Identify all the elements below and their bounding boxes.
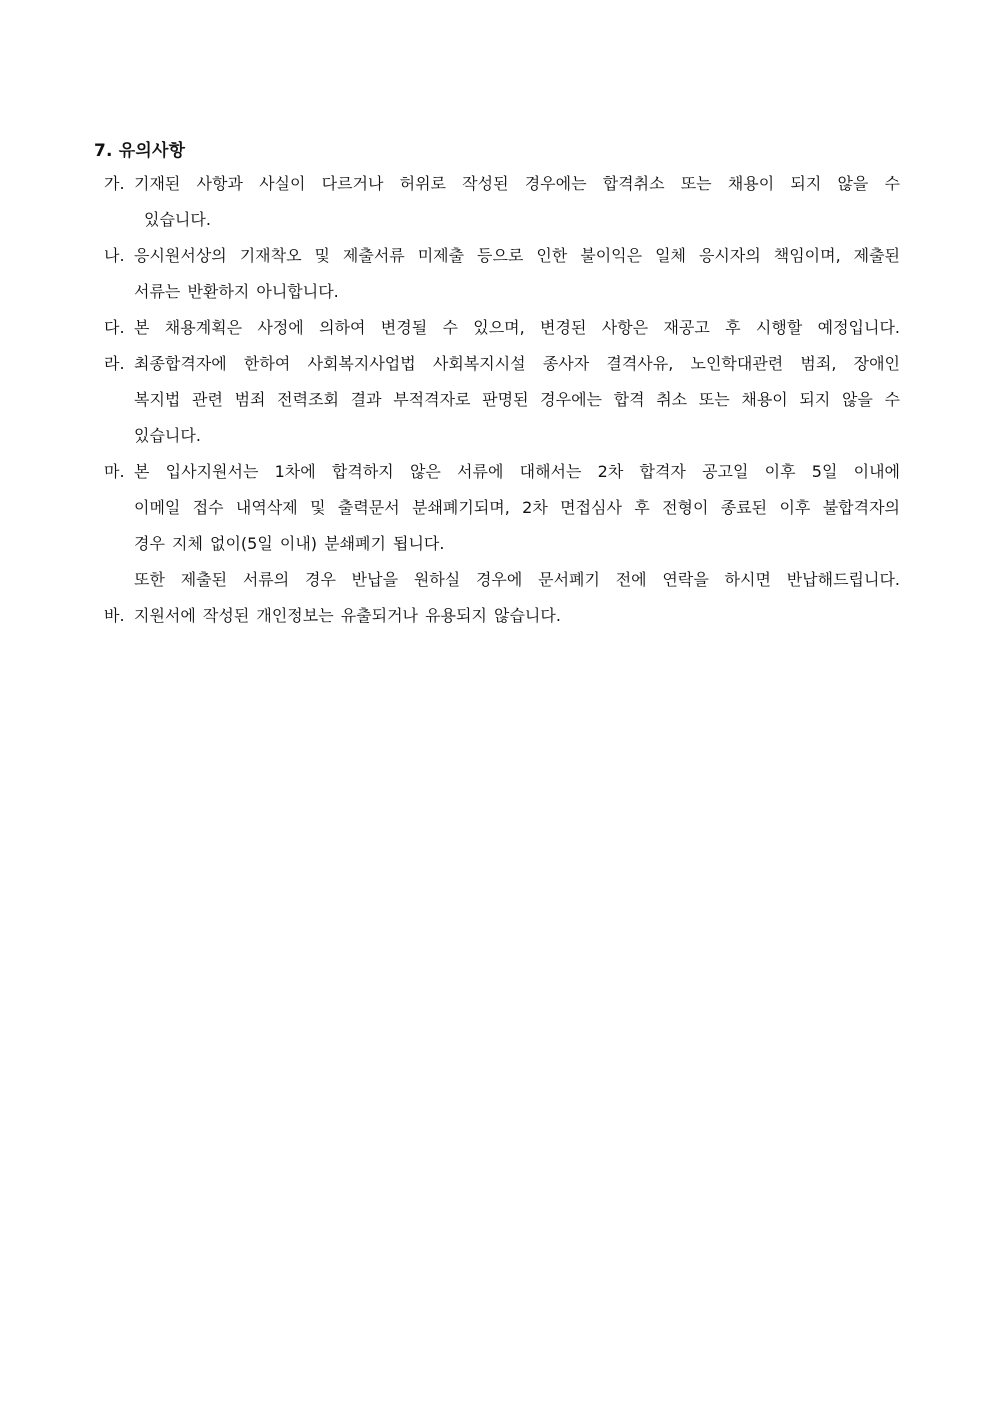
- item-line: 경우 지체 없이(5일 이내) 분쇄폐기 됩니다.: [134, 534, 445, 553]
- item-marker: 라.: [104, 354, 125, 373]
- item-line: 본 입사지원서는 1차에 합격하지 않은 서류에 대해서는 2차 합격자 공고일 이후 5일 이내에: [134, 462, 900, 481]
- item-line: 서류는 반환하지 아니합니다.: [134, 282, 339, 301]
- item-line: 기재된 사항과 사실이 다르거나 허위로 작성된 경우에는 합격취소 또는 채용이 되지 않을 수: [134, 174, 900, 193]
- item-line: 본 채용계획은 사정에 의하여 변경될 수 있으며, 변경된 사항은 재공고 후 시행할 예정입니다.: [134, 318, 900, 337]
- notice-item-ba: [92, 598, 900, 634]
- item-line: 있습니다.: [134, 426, 201, 445]
- item-line: 복지법 관련 범죄 전력조회 결과 부적격자로 판명된 경우에는 합격 취소 또는 채용이 되지 않을 수: [134, 390, 900, 409]
- item-marker: 다.: [104, 318, 125, 337]
- item-marker: 가.: [104, 174, 125, 193]
- item-line: 응시원서상의 기재착오 및 제출서류 미제출 등으로 인한 불이익은 일체 응시자의 책임이며, 제출된: [134, 246, 900, 265]
- notice-item-da: [92, 310, 900, 346]
- notice-item-ra: [92, 346, 900, 454]
- notice-item-ma: [92, 454, 900, 598]
- item-line: 지원서에 작성된 개인정보는 유출되거나 유용되지 않습니다.: [134, 606, 561, 625]
- notice-section: [92, 138, 900, 634]
- notice-item-ga: [92, 166, 900, 238]
- item-line: 최종합격자에 한하여 사회복지사업법 사회복지시설 종사자 결격사유, 노인학대관련 범죄, 장애인: [134, 354, 900, 373]
- item-marker: 바.: [104, 606, 125, 625]
- item-marker: 마.: [104, 462, 125, 481]
- item-line: 있습니다.: [144, 210, 211, 229]
- item-line: 이메일 접수 내역삭제 및 출력문서 분쇄폐기되며, 2차 면접심사 후 전형이 종료된 이후 불합격자의: [134, 498, 900, 517]
- notice-item-na: [92, 238, 900, 310]
- item-line: 또한 제출된 서류의 경우 반납을 원하실 경우에 문서폐기 전에 연락을 하시면 반납해드립니다.: [134, 570, 900, 589]
- item-marker: 나.: [104, 246, 125, 265]
- section-title: 7. 유의사항: [94, 141, 186, 161]
